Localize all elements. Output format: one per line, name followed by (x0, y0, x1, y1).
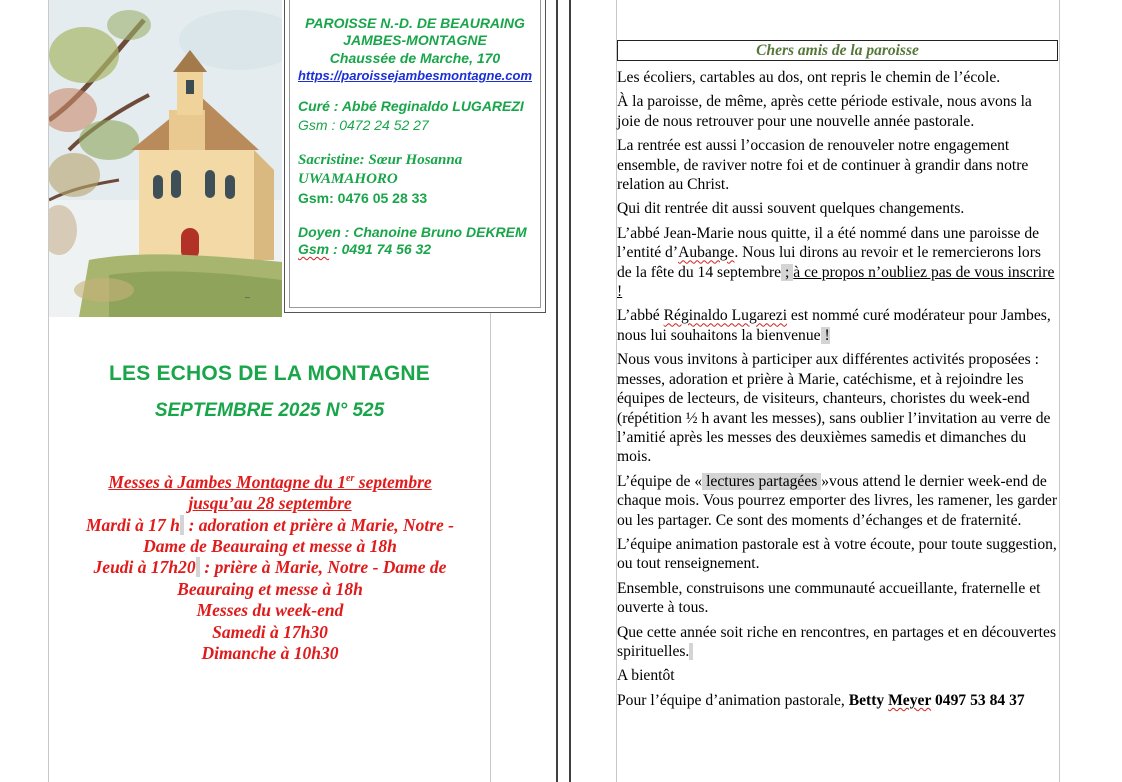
letter-paragraph-5: L’abbé Jean-Marie nous quitte, il a été nommé dans une paroisse de l’entité d’Aubange. Nous lui dirons au revoir et le remercierons lors de la fête du 14 septembre ; à ce propos n’oubliez pas de vous inscrire ! (617, 224, 1055, 301)
right-margin-line-right (1059, 0, 1060, 782)
sacristine-name: UWAMAHORO (298, 171, 398, 187)
doyen-phone (298, 241, 431, 257)
page-separator-left (556, 0, 558, 782)
tuesday-line: Mardi à 17 h : adoration et prière à Marie, Notre - (86, 514, 454, 535)
tuesday-line-end: Dame de Beauraing et messe à 18h (143, 536, 397, 557)
letter-paragraph-11: Que cette année soit riche en rencontres, en partages et en découvertes spirituelles. (617, 623, 1057, 660)
bulletin-issue: SEPTEMBRE 2025 N° 525 (154, 400, 385, 421)
svg-text:~: ~ (244, 293, 251, 302)
masses-schedule (60, 468, 480, 664)
letter-paragraph-4: Qui dit rentrée dit aussi souvent quelques changements. (617, 200, 965, 218)
letter-signature: Pour l’équipe d’animation pastorale, Betty Meyer 0497 53 84 37 (617, 691, 1025, 709)
parish-name: PAROISSE N.-D. DE BEAURAING (305, 15, 525, 31)
parish-locality: JAMBES-MONTAGNE (343, 32, 487, 48)
sacristine-label: Sacristine: Sœur Hosanna (298, 152, 463, 168)
letter-paragraph-1: Les écoliers, cartables au dos, ont repris le chemin de l’école. (617, 69, 1001, 86)
masses-heading: Messes à Jambes Montagne du 1er septembre (108, 471, 432, 492)
letter-header: Chers amis de la paroisse (617, 40, 1058, 61)
left-page-inner-line (490, 313, 491, 782)
saturday-mass: Samedi à 17h30 (212, 621, 328, 642)
masses-heading-end: jusqu’au 28 septembre (188, 493, 352, 514)
sacristine-phone: Gsm: 0476 05 28 33 (298, 190, 428, 206)
thursday-line: Jeudi à 17h20 : prière à Marie, Notre - Dame de (93, 557, 447, 578)
cure-label: Curé : Abbé Reginaldo LUGAREZI (298, 98, 524, 114)
letter-paragraph-3: La rentrée est aussi l’occasion de renouveler notre engagement ensemble, de raviver notre foi et de continuer à grandir dans notre relation au Christ. (617, 137, 1029, 194)
thursday-line-end: Beauraing et messe à 18h (177, 578, 363, 599)
doyen-gsm-number: : 0491 74 56 32 (329, 241, 432, 257)
chapel-painting (49, 0, 282, 317)
page-separator-right (569, 0, 571, 782)
doyen-gsm-word: Gsm (298, 241, 330, 257)
cure-phone: Gsm : 0472 24 52 27 (298, 117, 429, 133)
letter-paragraph-9: L’équipe animation pastorale est à votre écoute, pour toute suggestion, ou tout renseignement. (617, 535, 1057, 573)
bulletin-title: LES ECHOS DE LA MONTAGNE (109, 362, 430, 385)
doyen-label: Doyen : Chanoine Bruno DEKREM (298, 224, 527, 240)
letter-paragraph-10: Ensemble, construisons une communauté accueillante, fraternelle et ouverte à tous. (617, 579, 1041, 617)
letter-body (617, 68, 1059, 715)
parish-website-link[interactable]: https://paroissejambesmontagne.com (297, 68, 533, 83)
parish-address: Chaussée de Marche, 170 (329, 50, 501, 66)
letter-paragraph-2: À la paroisse, de même, après cette période estivale, nous avons la joie de nous retrouver pour une nouvelle année pastorale. (617, 93, 1032, 130)
letter-paragraph-8: L’équipe de « lectures partagées »vous attend le dernier week-end de chaque mois. Vous pourrez emporter des livres, les ramener, les garder ou les partager. Ce sont des moments d’échanges et de fraternité. (617, 472, 1058, 529)
contact-box-inner (289, 0, 541, 308)
letter-paragraph-12: A bientôt (617, 667, 675, 685)
weekend-masses-heading: Messes du week-end (196, 600, 344, 621)
letter-paragraph-6: L’abbé Réginaldo Lugarezi est nommé curé modérateur pour Jambes, nous lui souhaitons la bienvenue ! (617, 307, 1051, 344)
contact-box (284, 0, 546, 313)
letter-paragraph-7: Nous vous invitons à participer aux différentes activités proposées : messes, adoration et prière à Marie, catéchisme, et à rejoindre les équipes de lecteurs, de visiteurs, chanteurs, choristes du week-end (répétition ½ h avant les messes), sans oublier l’invitation au verre de l’amitié après les messes des deuxièmes samedis et dimanches du mois. (617, 351, 1051, 466)
sunday-mass: Dimanche à 10h30 (201, 643, 339, 664)
